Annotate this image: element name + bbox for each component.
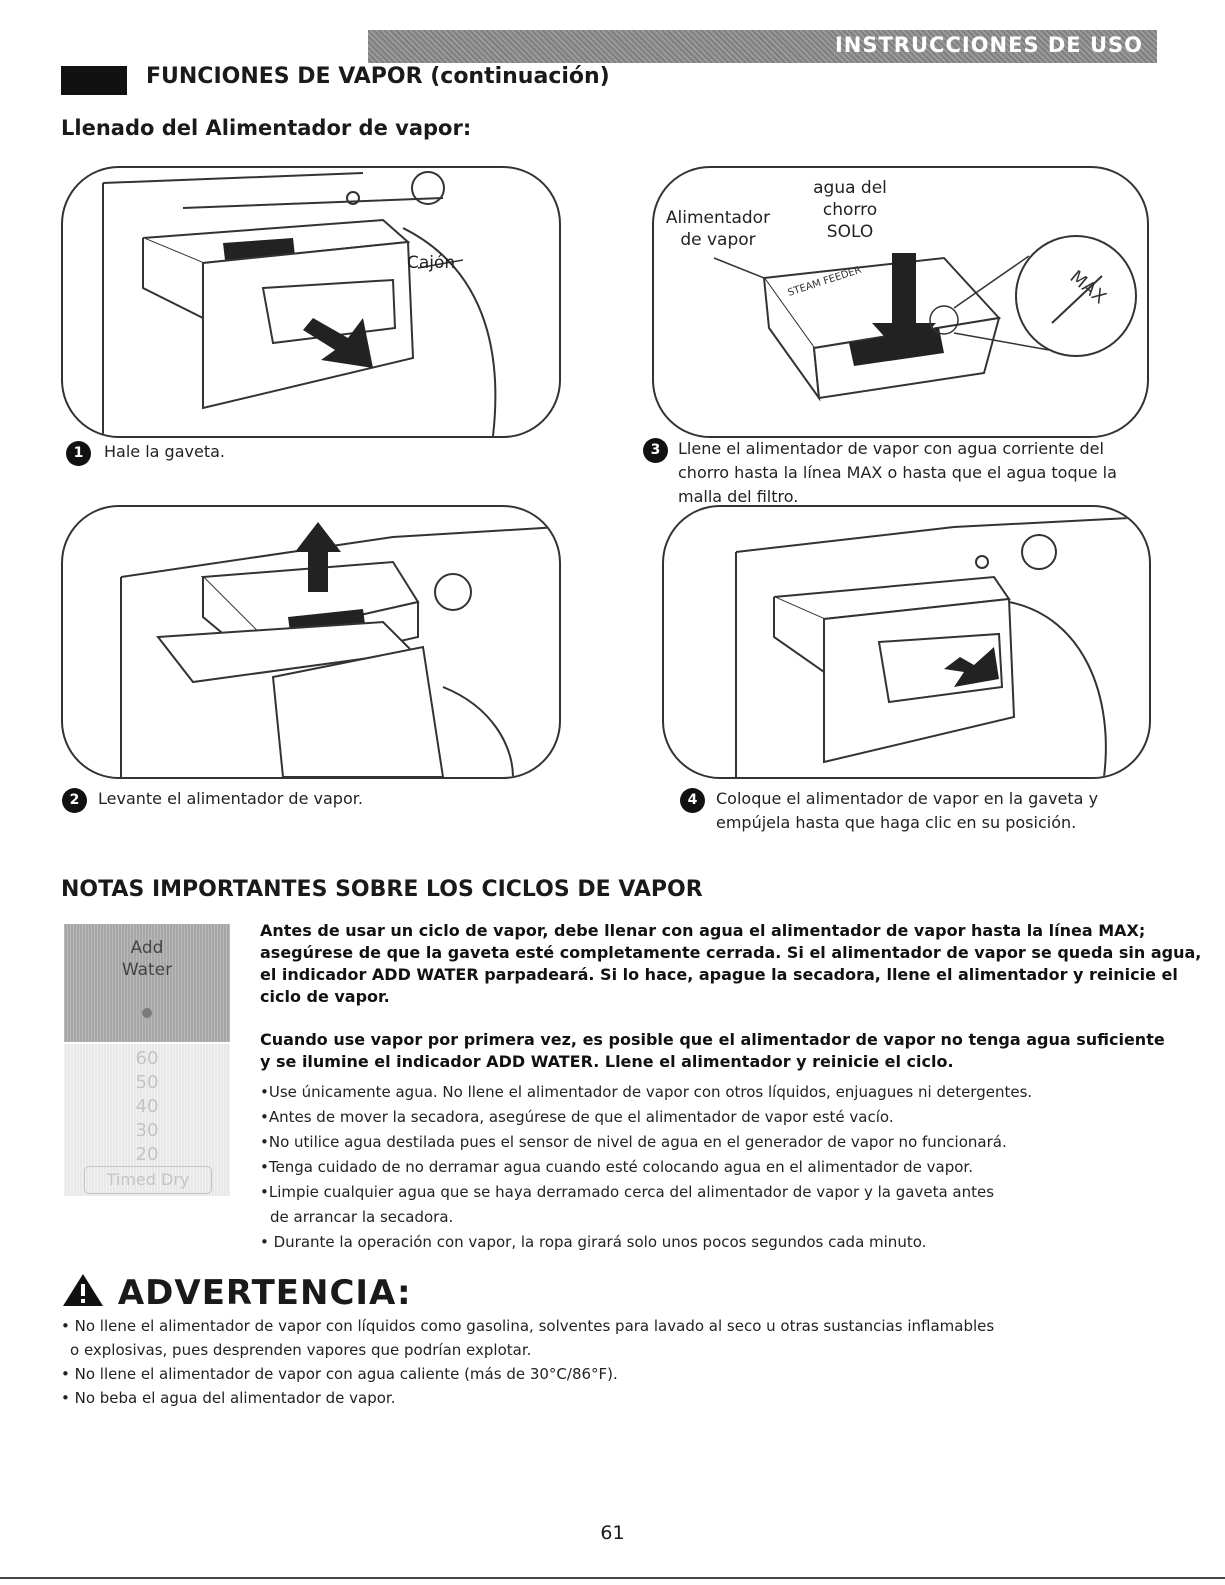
- time-option: 20: [135, 1144, 159, 1165]
- notes-line: Cuando use vapor por primera vez, es posible que el alimentador de vapor no tenga agua suficiente: [260, 1030, 1165, 1049]
- notes-line: asegúrese de que la gaveta esté completamente cerrada. Si el alimentador de vapor se queda sin agua,: [260, 943, 1202, 962]
- bullet-item: •No utilice agua destilada pues el sensor de nivel de agua en el generador de vapor no funcionará.: [260, 1133, 1007, 1151]
- label-water-line2: chorro: [822, 200, 878, 220]
- bullet-item: •Limpie cualquier agua que se haya derramado cerca del alimentador de vapor y la gaveta antes: [260, 1183, 995, 1201]
- notes-line: ciclo de vapor.: [260, 987, 390, 1006]
- page-number: 61: [600, 1522, 625, 1544]
- label-water-line3: SOLO: [826, 222, 874, 242]
- section-marker: [61, 66, 127, 95]
- illustration-insert-feeder: [664, 507, 1149, 777]
- timed-dry-panel: [64, 1044, 230, 1196]
- header-banner: [368, 30, 1157, 63]
- notes-paragraph-1: [260, 920, 1201, 1008]
- banner-text: INSTRUCCIONES DE USO: [834, 33, 1143, 57]
- label-steam-feeder: [658, 207, 778, 251]
- warning-triangle-icon: [61, 1272, 105, 1308]
- figure-lift-feeder: [61, 505, 561, 779]
- illustration-pull-drawer: [63, 168, 559, 436]
- label-feeder-line2: de vapor: [680, 230, 756, 250]
- step-4-line: Coloque el alimentador de vapor en la gaveta y: [716, 789, 1099, 808]
- warning-line: • No llene el alimentador de vapor con líquidos como gasolina, solventes para lavado al seco u otras sustancias inflamables: [61, 1317, 995, 1335]
- figure-pull-drawer: [61, 166, 561, 438]
- step-4-line: empújela hasta que haga clic en su posición.: [716, 813, 1077, 832]
- add-water-line2: Water: [121, 960, 173, 980]
- step-3-line: chorro hasta la línea MAX o hasta que el agua toque la: [678, 463, 1117, 482]
- indicator-light-icon: [142, 1008, 152, 1018]
- step-4-number: 4: [680, 788, 705, 813]
- feeder-lid-text: STEAM FEEDER: [786, 264, 863, 299]
- bottom-rule: [0, 1577, 1225, 1579]
- step-3-caption: [678, 437, 1117, 509]
- label-drawer: Cajón: [407, 253, 456, 273]
- illustration-lift-feeder: [63, 507, 559, 777]
- step-3-line: Llene el alimentador de vapor con agua corriente del: [678, 439, 1104, 458]
- notes-bullets: [260, 1080, 1032, 1255]
- warning-line: • No beba el agua del alimentador de vapor.: [61, 1389, 396, 1407]
- bullet-item: • Durante la operación con vapor, la ropa girará solo unos pocos segundos cada minuto.: [260, 1233, 927, 1251]
- step-3-number: 3: [643, 438, 668, 463]
- notes-paragraph-2: [260, 1029, 1165, 1073]
- time-option: 40: [135, 1096, 159, 1117]
- warning-heading: [61, 1272, 412, 1313]
- subtitle: Llenado del Alimentador de vapor:: [61, 116, 472, 140]
- bullet-item: •Use únicamente agua. No llene el alimentador de vapor con otros líquidos, enjuagues ni detergentes.: [260, 1083, 1033, 1101]
- timed-dry-button: Timed Dry: [84, 1166, 212, 1194]
- step-2-number: 2: [62, 788, 87, 813]
- step-2-caption: [98, 787, 363, 811]
- add-water-indicator: [64, 924, 230, 1042]
- time-option: 50: [135, 1072, 159, 1093]
- notes-line: Antes de usar un ciclo de vapor, debe llenar con agua el alimentador de vapor hasta la línea MAX;: [260, 921, 1146, 940]
- step-3-line: malla del filtro.: [678, 487, 799, 506]
- notes-line: el indicador ADD WATER parpadeará. Si lo hace, apague la secadora, llene el alimentador y reinicie el: [260, 965, 1178, 984]
- section-title: FUNCIONES DE VAPOR (continuación): [146, 64, 610, 89]
- bullet-item: •Tenga cuidado de no derramar agua cuando esté colocando agua en el alimentador de vapor.: [260, 1158, 973, 1176]
- figure-insert-feeder: [662, 505, 1151, 779]
- add-water-line1: Add: [130, 938, 164, 958]
- bullet-item: de arrancar la secadora.: [270, 1208, 454, 1226]
- time-option: 30: [135, 1120, 159, 1141]
- label-water-line1: agua del: [813, 178, 887, 198]
- step-1-caption: [104, 440, 225, 464]
- warning-line: o explosivas, pues desprenden vapores que podrían explotar.: [70, 1341, 532, 1359]
- step-1-number: 1: [66, 441, 91, 466]
- time-option: 60: [135, 1048, 159, 1069]
- bullet-item: •Antes de mover la secadora, asegúrese de que el alimentador de vapor esté vacío.: [260, 1108, 894, 1126]
- notes-line: y se ilumine el indicador ADD WATER. Llene el alimentador y reinicie el ciclo.: [260, 1052, 954, 1071]
- step-2-line: Levante el alimentador de vapor.: [98, 789, 363, 808]
- max-mark: MAX: [1065, 266, 1111, 309]
- warning-title: ADVERTENCIA:: [117, 1273, 412, 1313]
- label-feeder-line1: Alimentador: [665, 208, 771, 228]
- label-tap-water: [800, 177, 900, 243]
- step-4-caption: [716, 787, 1098, 835]
- warning-line: • No llene el alimentador de vapor con agua caliente (más de 30°C/86°F).: [61, 1365, 618, 1383]
- notes-title: NOTAS IMPORTANTES SOBRE LOS CICLOS DE VAPOR: [61, 877, 703, 902]
- step-1-line: Hale la gaveta.: [104, 442, 225, 461]
